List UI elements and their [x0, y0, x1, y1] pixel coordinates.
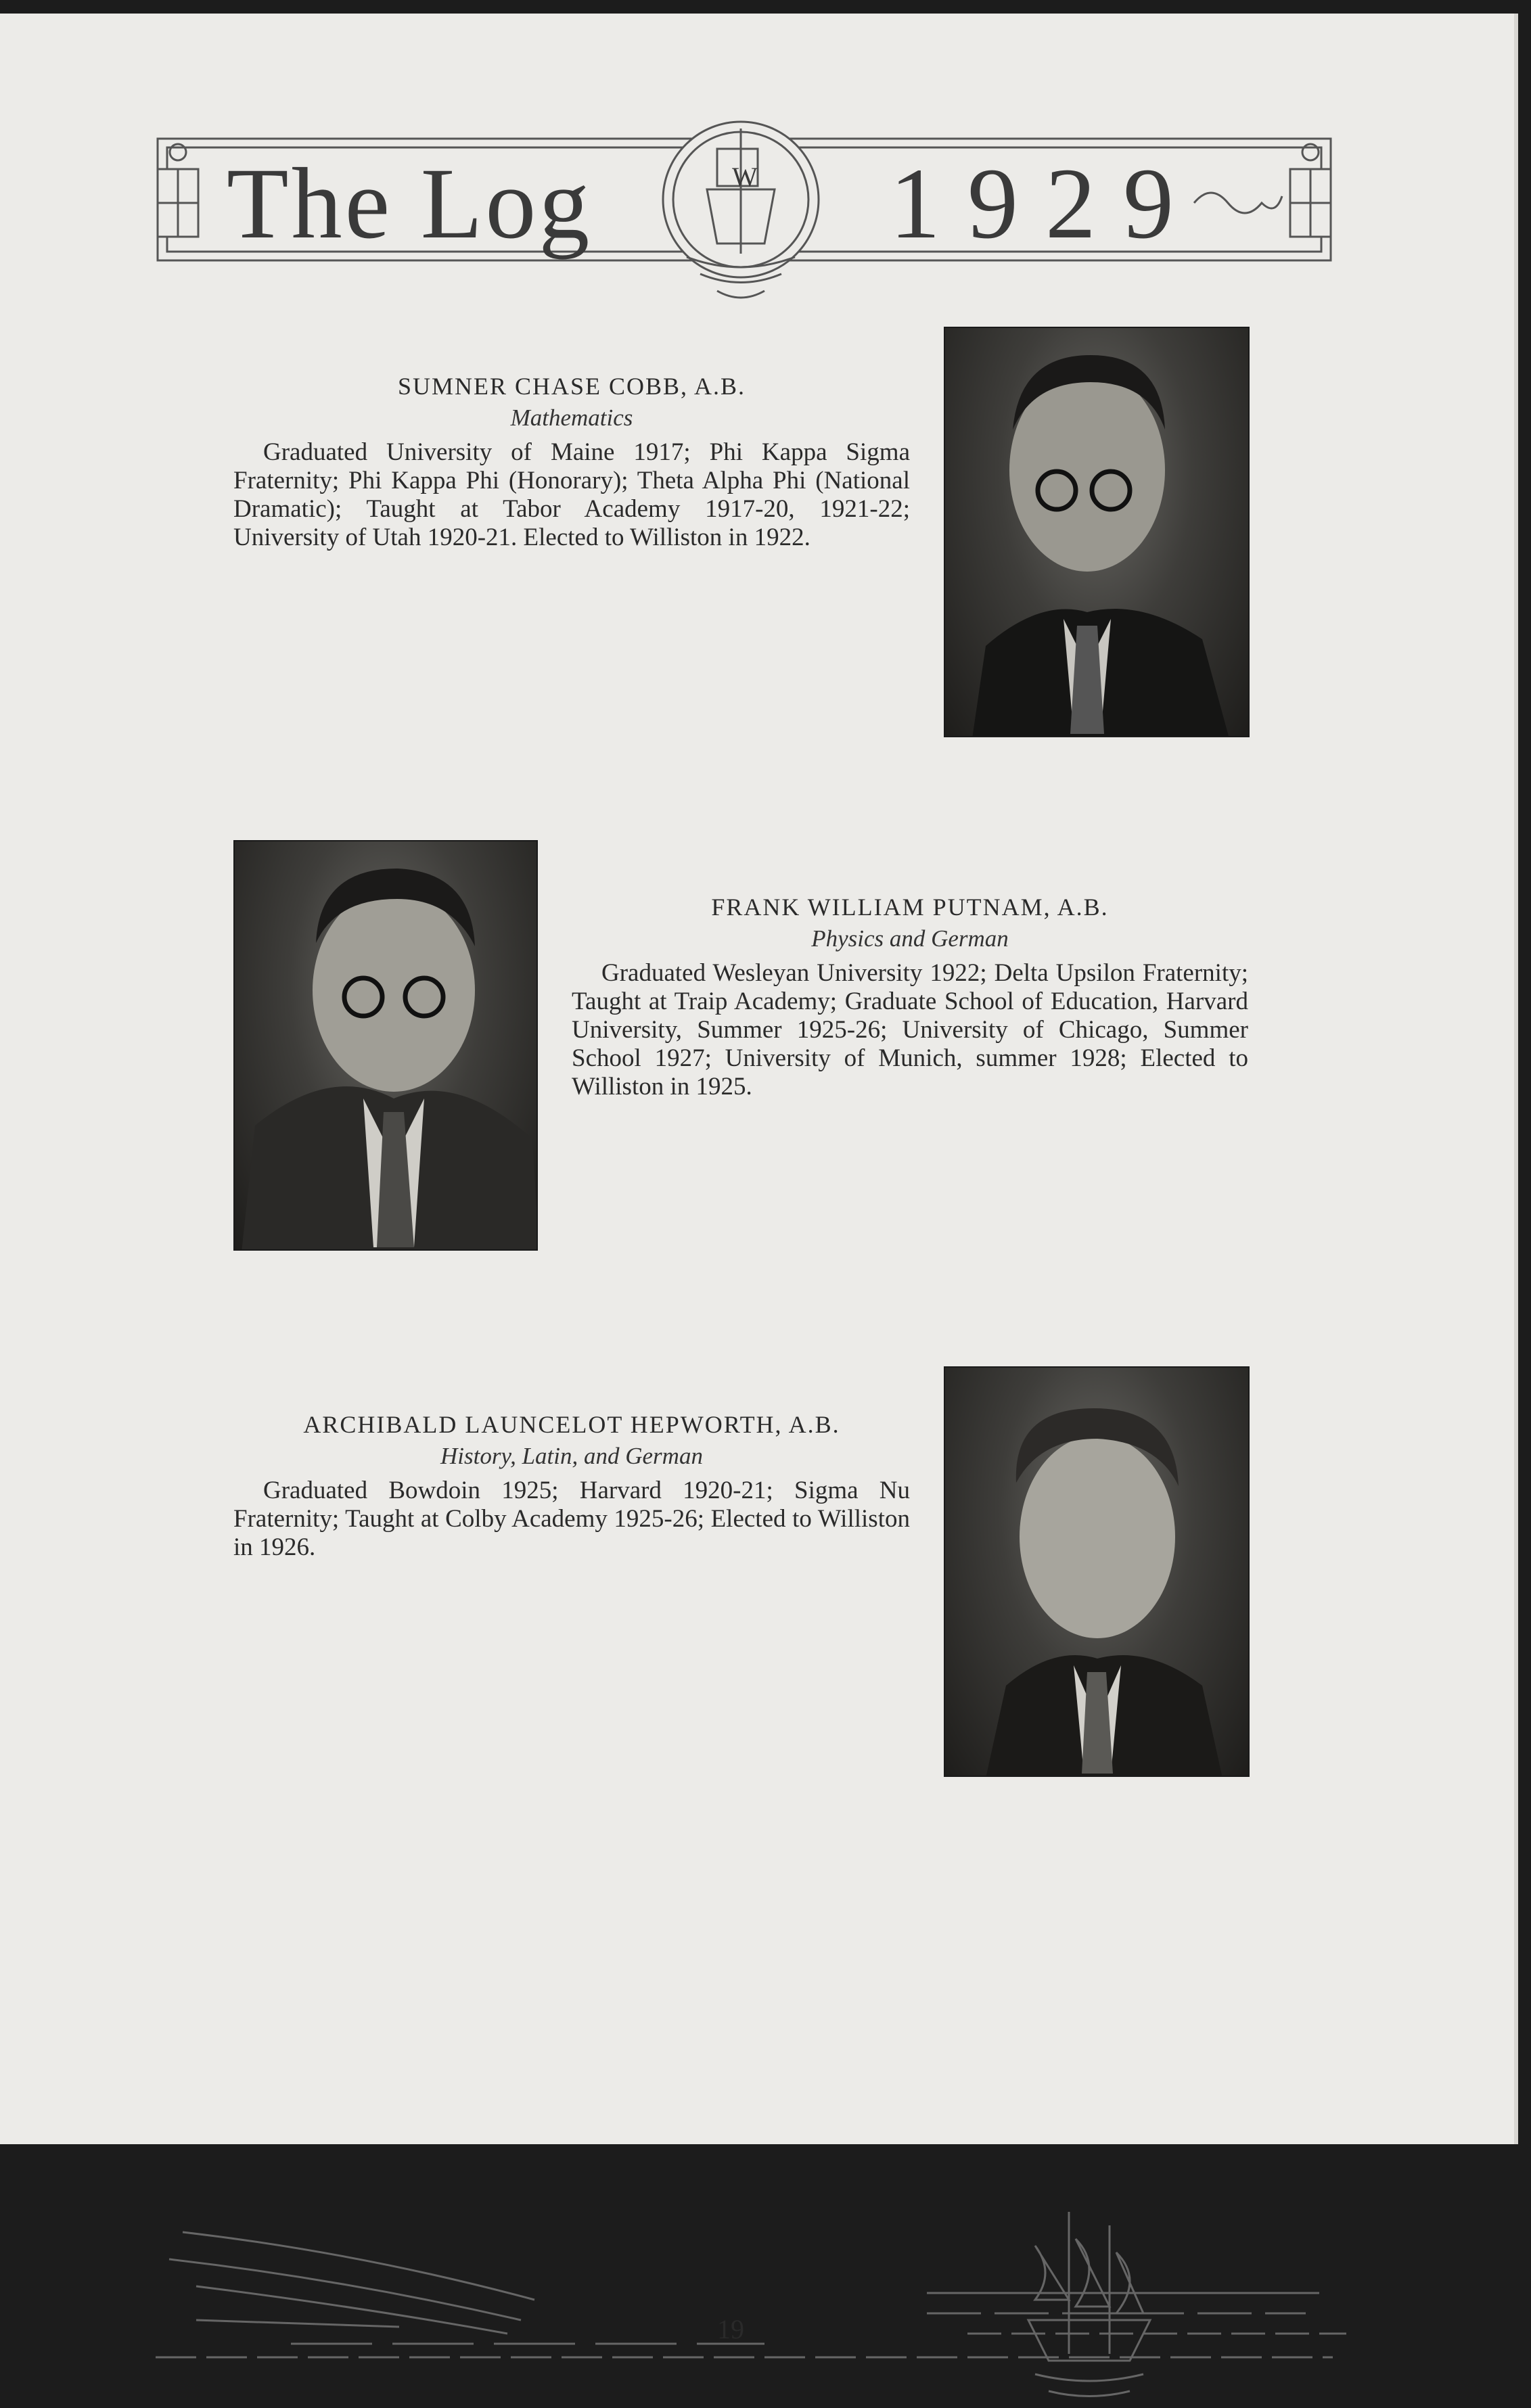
- footer-ship-illustration: [156, 2205, 1346, 2408]
- masthead: [152, 108, 1336, 352]
- faculty-bio: Graduated Bowdoin 1925; Harvard 1920-21; Sigma Nu Fraternity; Taught at Colby Academy 1925-26; Elected to Williston in 1926.: [233, 1477, 910, 1561]
- portrait-photo-hepworth: [944, 1366, 1250, 1777]
- faculty-entry-hepworth: [233, 1410, 910, 1562]
- faculty-bio: Graduated University of Maine 1917; Phi Kappa Sigma Fraternity; Phi Kappa Phi (Honorary); Theta Alpha Phi (National Dramatic); Taught at Tabor Academy 1917-20, 1921-22; University of Utah 1920-21. Elected to Williston in 1922.: [233, 438, 910, 551]
- faculty-name: ARCHIBALD LAUNCELOT HEPWORTH, A.B.: [303, 1411, 840, 1438]
- portrait-figure: [945, 328, 1250, 737]
- portrait-photo-putnam: [233, 840, 538, 1251]
- faculty-entry-putnam: [572, 893, 1248, 1101]
- portrait-figure: [235, 841, 538, 1251]
- faculty-subject: Mathematics: [510, 404, 633, 431]
- portrait-figure: [945, 1368, 1250, 1777]
- faculty-entry-cobb: [233, 372, 910, 552]
- faculty-name: FRANK WILLIAM PUTNAM, A.B.: [711, 894, 1109, 921]
- page-number: 19: [717, 2314, 744, 2344]
- header-title: The Log: [227, 147, 593, 260]
- header-year: 1929: [890, 147, 1201, 260]
- faculty-name: SUMNER CHASE COBB, A.B.: [397, 373, 746, 400]
- faculty-subject: Physics and German: [811, 925, 1009, 952]
- faculty-subject: History, Latin, and German: [440, 1443, 703, 1469]
- faculty-bio: Graduated Wesleyan University 1922; Delta Upsilon Fraternity; Taught at Traip Academy; Graduate School of Education, Harvard University, Summer 1925-26; University of Chicago, Summer School 1927; University of Munich, summer 1928; Elected to Williston in 1925.: [572, 959, 1248, 1101]
- yearbook-page: [0, 14, 1518, 2344]
- portrait-photo-cobb: [944, 327, 1250, 737]
- emblem-letter: W: [732, 162, 758, 192]
